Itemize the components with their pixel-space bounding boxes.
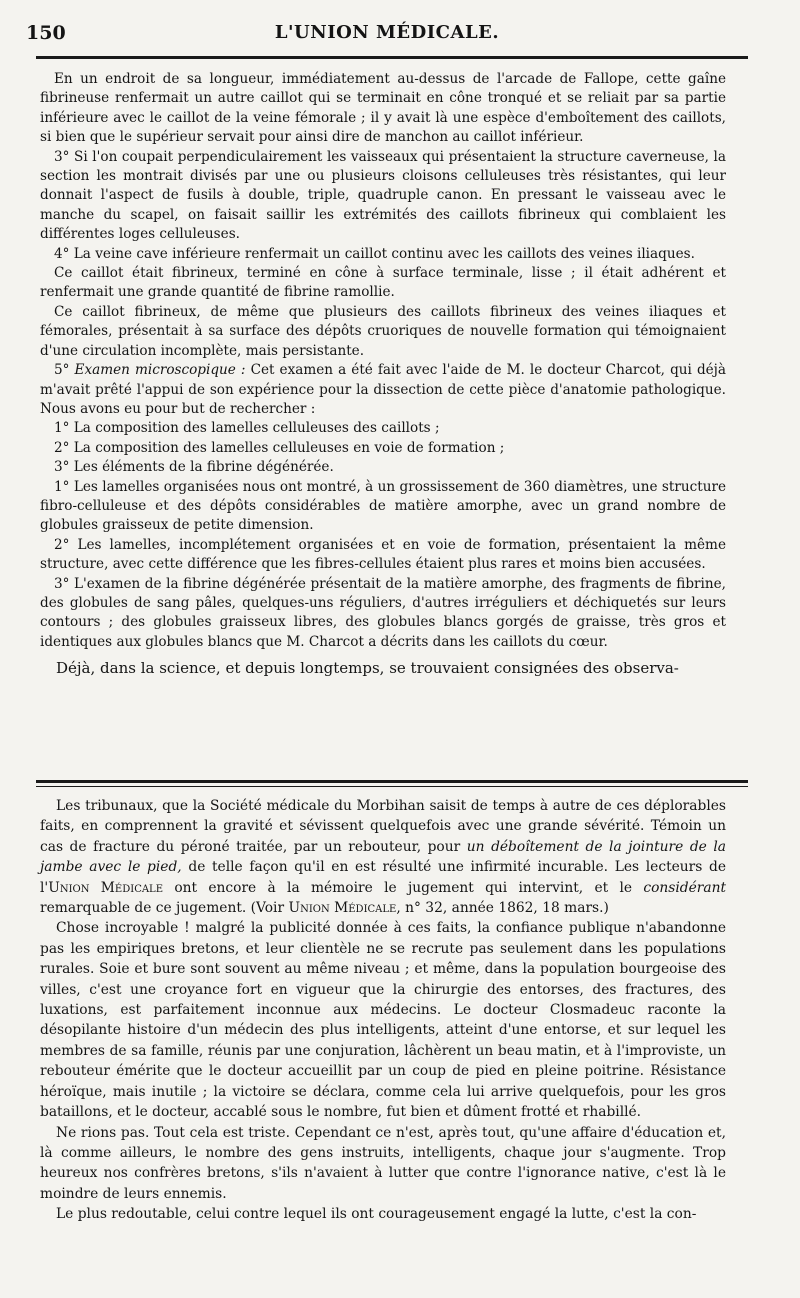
- feuilleton-body: [40, 796, 726, 1225]
- paragraph: Chose incroyable ! malgré la publicité donnée à ces faits, la confiance publique n'abandonne pas les empiriques bretons, et leur clientèle ne se recrute pas seulement dans les populations rurales. Soie et bure sont souvent au même niveau ; et même, dans la population bourgeoise des villes, c'est une croyance fort en vigueur que la chirurgie des entorses, des fractures, des luxations, est parfaitement inconnue aux médecins. Le docteur Closmadeuc raconte la désopilante histoire d'un médecin des plus intelligents, atteint d'une entorse, et sur lequel les membres de sa famille, réunis par une conjuration, lâchèrent un beau matin, et à l'improviste, un rebouteur émérite que le docteur accueillit par un coup de pied en pleine poitrine. Résistance héroïque, mais inutile ; la victoire se déclara, comme cela lui arrive quelquefois, pour les gros bataillons, et le docteur, accablé sous le nombre, fut bien et dûment frotté et rhabillé.: [40, 920, 726, 1121]
- header-rule: [36, 56, 748, 59]
- paragraph: 3° Si l'on coupait perpendiculairement les vaisseaux qui présentaient la structure caverneuse, la section les montrait divisés par une ou plusieurs cloisons celluleuses très résistantes, qui leur donnait l'aspect de fusils à double, triple, quadruple canon. En pressant le vaisseau avec le manche du scapel, on faisait saillir les extrémités des caillots fibrineux qui comblaient les différentes loges celluleuses.: [40, 148, 726, 243]
- list-item: 1° La composition des lamelles celluleuses des caillots ;: [54, 420, 440, 437]
- closing-line: Déjà, dans la science, et depuis longtemps, se trouvaient consignées des observa-: [56, 659, 679, 678]
- text-run: , n° 32, année 1862, 18 mars.): [396, 900, 609, 917]
- paragraph-text: Cet examen a été fait avec l'aide de M. le docteur Charcot, qui déjà m'avait prêté l'appui de son expérience pour la dissection de cette pièce d'anatomie pathologique. Nous avons eu pour but de rechercher :: [40, 362, 727, 417]
- text-run: ont encore à la mémoire le jugement qui intervint, et le: [174, 879, 633, 896]
- paragraph: 1° Les lamelles organisées nous ont montré, à un grossissement de 360 diamètres, une structure fibro-celluleuse et des dépôts considérables de matière amorphe, avec un grand nombre de globules graisseux de petite dimension.: [40, 478, 726, 534]
- paragraph: 3° L'examen de la fibrine dégénérée présentait de la matière amorphe, des fragments de fibrine, des globules de sang pâles, quelques-uns réguliers, d'autres irréguliers et déchiquetés sur leurs contours ; des globules graisseux libres, des globules blancs gorgés de graisse, très gros et identiques aux globules blancs que M. Charcot a décrits dans les caillots du cœur.: [40, 575, 726, 650]
- article-body: [40, 70, 726, 678]
- item-number: 5°: [54, 362, 70, 379]
- list-item: 3° Les éléments de la fibrine dégénérée.: [54, 459, 334, 476]
- paragraph-microscopy: [40, 361, 726, 419]
- text-run: remarquable de ce jugement. (Voir: [40, 900, 285, 917]
- paragraph: Le plus redoutable, celui contre lequel ils ont courageusement engagé la lutte, c'est la con-: [56, 1206, 697, 1223]
- paragraph: Ce caillot était fibrineux, terminé en cône à surface terminale, lisse ; il était adhérent et renfermait une grande quantité de fibrine ramollie.: [40, 265, 726, 301]
- page-header: [26, 18, 748, 50]
- journal-name: Union Médicale: [48, 879, 164, 896]
- journal-name: Union Médicale: [288, 900, 397, 917]
- paragraph: Ce caillot fibrineux, de même que plusieurs des caillots fibrineux des veines iliaques et fémorales, présentait à sa surface des dépôts cruoriques de nouvelle formation qui témoignaient d'une circulation incomplète, mais persistante.: [40, 303, 726, 359]
- feuilleton-rule: [36, 780, 748, 783]
- text-run: de telle façon qu'il en est résulté une infirmité incurable. Les lecteurs de l': [40, 859, 727, 896]
- paragraph: 2° Les lamelles, incomplétement organisées et en voie de formation, présentaient la même structure, avec cette différence que les fibres-cellules étaient plus rares et moins bien accusées.: [40, 536, 726, 573]
- page-number: 150: [26, 22, 66, 44]
- italic-run: considérant: [643, 879, 727, 896]
- journal-title: L'UNION MÉDICALE.: [274, 22, 500, 43]
- text-run: Les tribunaux, que la Société médicale du Morbihan saisit de temps à autre de ces déplorables faits, en comprennent la gravité et sévissent quelquefois avec une grande sévérité. Témoin un cas de fracture du péroné traitée, par un rebouteur, pour: [40, 798, 726, 855]
- feuilleton-rule-thin: [36, 786, 748, 787]
- italic-run: un déboîtement de la jointure de la jambe avec le pied,: [40, 838, 726, 876]
- section-heading: Examen microscopique :: [74, 362, 246, 379]
- list-item: 2° La composition des lamelles celluleuses en voie de formation ;: [54, 439, 505, 456]
- paragraph: [40, 796, 726, 918]
- paragraph: En un endroit de sa longueur, immédiatement au-dessus de l'arcade de Fallope, cette gaîne fibrineuse renfermait un autre caillot qui se terminait en cône tronqué et se reliait par sa partie inférieure avec le caillot de la veine fémorale ; il y avait là une espèce d'emboîtement des caillots, si bien que le supérieur servait pour ainsi dire de manchon au caillot inférieur.: [40, 71, 726, 146]
- paragraph: Ne rions pas. Tout cela est triste. Cependant ce n'est, après tout, qu'une affaire d'éducation et, là comme ailleurs, le nombre des gens instruits, intelligents, chaque jour s'augmente. Trop heureux nos confrères bretons, s'ils n'avaient à lutter que contre l'ignorance native, c'est là le moindre de leurs ennemis.: [40, 1124, 726, 1202]
- paragraph: 4° La veine cave inférieure renfermait un caillot continu avec les caillots des veines iliaques.: [54, 245, 695, 262]
